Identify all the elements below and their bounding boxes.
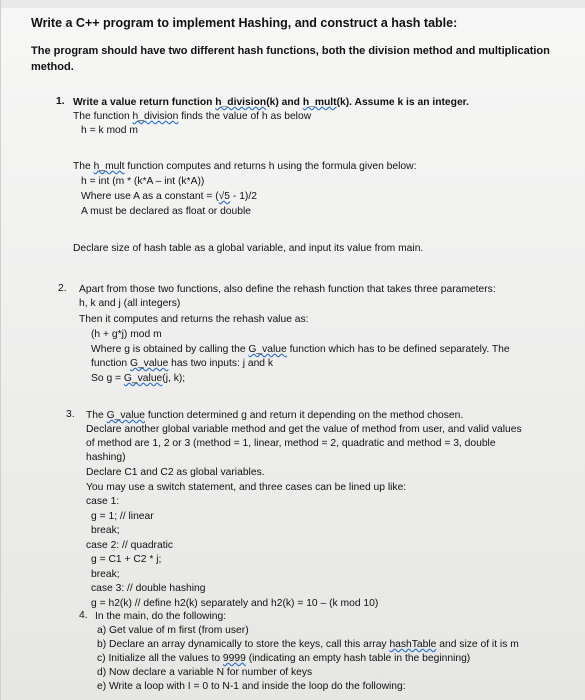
- h-mult-ref: h_mult: [93, 161, 125, 172]
- q4-b-text: b) Declare an array dynamically to store the keys, call this array: [97, 639, 390, 650]
- top-strip: [1, 0, 585, 8]
- q1-l2-text: The function: [73, 111, 133, 122]
- q4-item-a: a) Get value of m first (from user): [97, 625, 249, 636]
- q3-line-7: case 1:: [86, 496, 120, 507]
- q2-l5-text: Where g is obtained by calling the: [91, 344, 249, 355]
- q1-line-5: h = int (m * (k*A – int (k*A)): [81, 176, 205, 187]
- q2-number: 2.: [58, 283, 67, 294]
- q3-l1-text: The: [86, 410, 107, 421]
- page-title: Write a C++ program to implement Hashing, and construct a hash table:: [31, 16, 458, 30]
- q4-b-post: and size of it is m: [436, 639, 519, 650]
- q1-line-7: A must be declared as float or double: [81, 206, 252, 217]
- q3-line-1: [86, 409, 463, 422]
- q2-line-6: [91, 357, 273, 370]
- q3-line-8: g = 1; // linear: [91, 511, 154, 522]
- q4-item-c: [97, 652, 470, 665]
- q2-line-5: [91, 343, 510, 356]
- q1-line-6: [81, 190, 257, 203]
- h-division-ref: h_division: [215, 97, 267, 108]
- q3-line-13: case 3: // double hashing: [91, 583, 206, 594]
- q2-l7-post: (j, k);: [162, 373, 186, 384]
- q2-l6-post: has two inputs: j and k: [168, 358, 274, 369]
- value-9999-ref: 9999: [222, 653, 246, 664]
- hashtable-ref: hashTable: [389, 639, 437, 650]
- g-value-ref: G_value: [129, 358, 169, 369]
- q3-line-3: of method are 1, 2 or 3 (method = 1, linear, method = 2, quadratic and method = 3, double: [86, 438, 496, 449]
- q3-line-4: hashing): [86, 452, 126, 463]
- q1-line-2: [73, 110, 311, 123]
- q1-l4-post: function computes and returns h using the formula given below:: [124, 161, 417, 172]
- q2-line-7: [91, 372, 185, 385]
- q1-l6-post: - 1)/2: [230, 191, 257, 202]
- q1-l1-post: (k). Assume k is an integer.: [336, 97, 469, 108]
- q2-line-2: h, k and j (all integers): [79, 298, 181, 309]
- intro-line-2: method.: [31, 61, 74, 73]
- q1-l6-text: Where use A as a constant = (: [81, 191, 219, 202]
- q3-line-6: You may use a switch statement, and three cases can be lined up like:: [86, 482, 407, 493]
- q3-line-14: g = h2(k) // define h2(k) separately and h2(k) = 10 – (k mod 10): [91, 598, 379, 609]
- q4-c-text: c) Initialize all the values to: [97, 653, 223, 664]
- q4-c-post: (indicating an empty hash table in the beginning): [245, 653, 471, 664]
- q2-l7-text: So g =: [91, 373, 124, 384]
- q1-number: 1.: [56, 96, 65, 107]
- q4-item-b: [97, 638, 519, 651]
- g-value-ref: G_value: [248, 344, 287, 355]
- q1-l1-text: Write a value return function: [73, 97, 216, 108]
- q3-line-9: break;: [91, 525, 120, 536]
- h-division-ref: h_division: [132, 111, 179, 122]
- q1-l2-post: finds the value of h as below: [178, 111, 312, 122]
- q1-l4-text: The: [73, 161, 94, 172]
- g-value-ref: G_value: [123, 373, 163, 384]
- q2-l5-post: function which has to be defined separately. The: [286, 344, 510, 355]
- q3-line-2: Declare another global variable method and get the value of method from user, and valid values: [86, 424, 522, 435]
- intro-line-1: The program should have two different hash functions, both the division method and multiplication: [31, 45, 550, 57]
- q3-line-5: Declare C1 and C2 as global variables.: [86, 467, 265, 478]
- q3-l1-post: function determined g and return it depending on the method chosen.: [144, 410, 464, 421]
- q1-line-3: h = k mod m: [81, 125, 138, 136]
- q3-number: 3.: [66, 409, 75, 420]
- sqrt5-ref: √5: [218, 191, 231, 202]
- q4-line-1: In the main, do the following:: [95, 611, 227, 622]
- q2-line-4: (h + g*j) mod m: [91, 329, 162, 340]
- q1-line-4: [73, 160, 416, 173]
- q2-line-1: Apart from those two functions, also define the rehash function that takes three parameters:: [79, 284, 496, 295]
- h-mult-ref: h_mult: [302, 97, 337, 108]
- q1-line-8: Declare size of hash table as a global variable, and input its value from main.: [73, 243, 424, 254]
- q1-l1-mid: (k) and: [266, 97, 303, 108]
- g-value-ref: G_value: [106, 410, 145, 421]
- q3-line-10: case 2: // quadratic: [86, 540, 174, 551]
- q2-l6-text: function: [91, 358, 130, 369]
- q4-item-d: d) Now declare a variable N for number of keys: [97, 667, 313, 678]
- q1-line-1: [73, 96, 469, 109]
- q3-line-11: g = C1 + C2 * j;: [91, 554, 162, 565]
- q2-line-3: Then it computes and returns the rehash value as:: [79, 314, 309, 325]
- q3-line-12: break;: [91, 569, 120, 580]
- q4-item-e: e) Write a loop with I = 0 to N-1 and inside the loop do the following:: [97, 681, 406, 692]
- q4-number: 4.: [79, 610, 88, 621]
